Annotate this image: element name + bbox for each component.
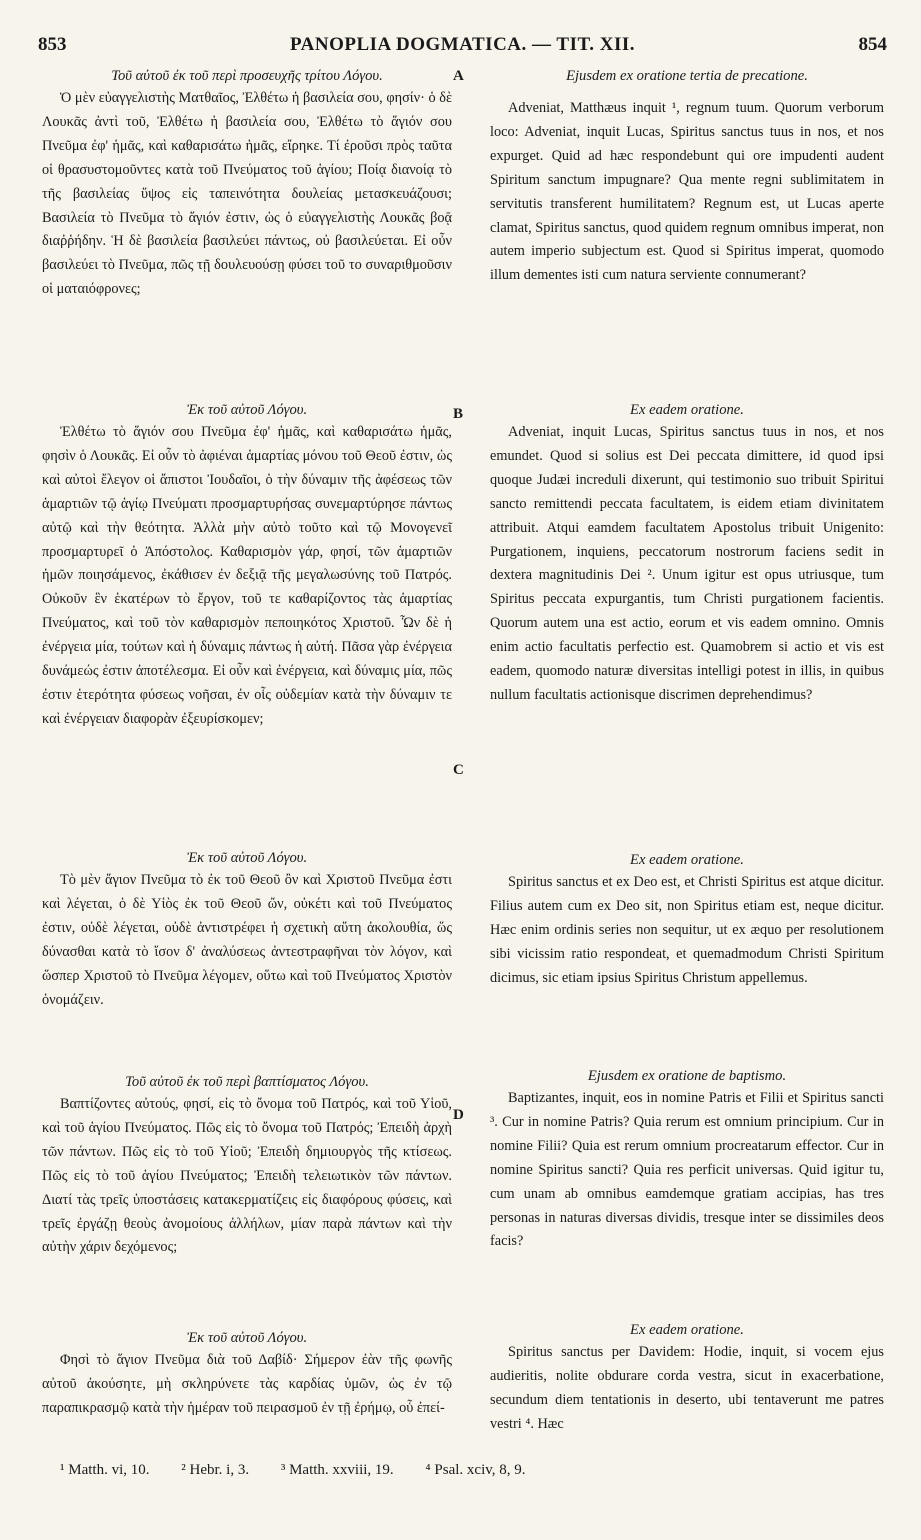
section-heading: Ejusdem ex oratione tertia de precatione. — [566, 68, 808, 84]
section-text: Adveniat, inquit Lucas, Spiritus sanctus tuus in nos, et nos emundet. Quod si solius est Dei peccata dimittere, id quod ipsi quoque Judæi increduli dixerunt, qui testimonio suo tribuit Spiritui sancto remittendi peccata facultatem, is eidem etiam divinitatem attribuit. Atqui eamdem facultatem Apostolus tribuit Unigenito: Purgationem, inquiens, peccatorum nostrorum faciens sedit in dextera magnitudinis Dei ². Unum igitur est opus utriusque, tum Spiritus peccata expurgantis, tum Christi purgationem facientis. Quorum autem una est actio, eorum et vis eadem omnino. Omnis enim actio facultatis perfectio est. Quamobrem si actio et vis est eadem, quomodo naturæ diversitas intelligi potest in illis, in quibus nullum facultatis actionisque discrimen deprehendimus? — [490, 424, 884, 703]
section-text: Φησὶ τὸ ἅγιον Πνεῦμα διὰ τοῦ Δαβίδ· Σήμερον ἐὰν τῆς φωνῆς αὐτοῦ ἀκούσητε, μὴ σκληρύνετε τὰς καρδίας ὑμῶν, ὡς ἐν τῷ παραπικρασμῷ κατὰ τὴν ἡμέραν τοῦ πειρασμοῦ ἐν τῇ ἐρήμῳ, οὗ ἐπεί- — [42, 1352, 452, 1416]
section-heading: Τοῦ αὐτοῦ ἐκ τοῦ περὶ προσευχῆς τρίτου Λόγου. — [111, 68, 383, 84]
section-heading: Ex eadem oratione. — [630, 852, 744, 868]
footnote-1: ¹ Matth. vi, 10. — [60, 1462, 150, 1478]
greek-section-2 — [42, 400, 452, 732]
footnote-2: ² Hebr. i, 3. — [181, 1462, 250, 1478]
section-heading: Ex eadem oratione. — [630, 402, 744, 418]
margin-letter-c: C — [453, 762, 464, 778]
section-heading: Ejusdem ex oratione de baptismo. — [587, 1068, 787, 1084]
footnote-4: ⁴ Psal. xciv, 8, 9. — [425, 1462, 526, 1478]
section-text: Baptizantes, inquit, eos in nomine Patris et Filii et Spiritus sancti ³. Cur in nomine Patris? Quia rerum est omnium principium. Cur in nomine Filii? Quia est rerum omnium procreatarum effector. Cur in nomine Spiritus sancti? Quia res perficit universas. Quid igitur tu, cum unam ab omnibus eamdemque gratiam accipias, has tres personas in naturas diversas dividis, tresque inter se dissimiles deos facis? — [490, 1090, 884, 1250]
latin-section-3 — [490, 850, 884, 991]
footnote-3: ³ Matth. xxviii, 19. — [280, 1462, 394, 1478]
section-heading: Ἐκ τοῦ αὐτοῦ Λόγου. — [186, 850, 308, 866]
page-number-right: 854 — [858, 34, 887, 55]
footnotes — [60, 1462, 861, 1479]
latin-section-2 — [490, 400, 884, 708]
section-text: Τὸ μὲν ἅγιον Πνεῦμα τὸ ἐκ τοῦ Θεοῦ ὂν καὶ Χριστοῦ Πνεῦμα ἐστι καὶ λέγεται, ὁ δὲ Υἱὸς ἐκ τοῦ Θεοῦ ὤν, οὐκέτι καὶ τοῦ Πνεύματος ἐστιν, οὐδὲ λέγεται, οὐδὲ ἀντιστρέφει ἡ σχετικὴ αὕτη ἀκολουθία, ὥς δύνασθαι κατὰ τὸ ἴσον δ' ἀναλύσεως ἀντεστραφῆναι τὸν λόγον, καὶ ὥσπερ Χριστοῦ τὸ Πνεῦμα λέγομεν, οὕτω καὶ τοῦ Πνεύματος Χριστὸν ὀνομάζειν. — [42, 872, 452, 1008]
page-header — [38, 34, 887, 62]
greek-section-4 — [42, 1072, 452, 1260]
latin-section-5 — [490, 1320, 884, 1437]
section-text: Βαπτίζοντες αὐτούς, φησί, εἰς τὸ ὄνομα τοῦ Πατρός, καὶ τοῦ Υἱοῦ, καὶ τοῦ ἁγίου Πνεύματος. Πῶς εἰς τὸ ὄνομα τοῦ Πατρός; Ἐπειδὴ ἀρχὴ τῶν πάντων. Πῶς εἰς τὸ τοῦ Υἱοῦ; Ἐπειδὴ δημιουργὸς τῆς κτίσεως. Πῶς εἰς τὸ τοῦ ἁγίου Πνεύματος; Ἐπειδὴ τελειωτικὸν τῶν πάντων. Διατί τὰς τρεῖς ὑποστάσεις κατακερματίζεις εἰς διαφόρους φύσεις, καὶ τρεῖς ἐργάζῃ θεοὺς ἀνομοίους ἀλλήλων, μίαν παρὰ πάντων καὶ τὴν αὐτὴν χάριν δεχόμενος; — [42, 1096, 452, 1256]
greek-section-5 — [42, 1328, 452, 1421]
section-text: Adveniat, Matthæus inquit ¹, regnum tuum. Quorum verborum loco: Adveniat, inquit Lucas, Spiritus sanctus tuus in nos, et nos expurget. Quid ad hæc respondebunt qui ore impudenti audent Spiritum sanctum impugnare? Qua mente regni sublimitatem in servitutis transferent humilitatem? Regnum est, ut Lucas aperte clamat, Spiritus sanctus, quod quidem regnum omnibus imperat, non autem imperio subjectum est. Quod si Spiritus imperat, quomodo illum dementes isti cum natura serviente connumerant? — [490, 100, 884, 284]
section-text: Ἐλθέτω τὸ ἅγιόν σου Πνεῦμα ἐφ' ἡμᾶς, καὶ καθαρισάτω ἡμᾶς, φησὶν ὁ Λουκᾶς. Εἰ οὖν τὸ ἀφιέναι ἁμαρτίας μόνου τοῦ Θεοῦ ἐστιν, ὡς καὶ αὐτοὶ ἔλεγον οἱ ἄπιστοι Ἰουδαῖοι, ὁ τὴν δύναμιν τῆς ἀφέσεως τῶν ἁμαρτιῶν τῷ ἁγίῳ Πνεύματι προσμαρτυρήσας συνεμαρτύρησε πάντως αὐτῷ καὶ τὴν θεότητα. Ἀλλὰ μὴν αὐτὸ τοῦτο καὶ τῷ Μονογενεῖ προσμαρτυρεῖ ὁ Ἀπόστολος. Καθαρισμὸν γάρ, φησί, τῶν ἁμαρτιῶν ἡμῶν ποιησάμενος, ἐκάθισεν ἐν δεξιᾷ τῆς μεγαλωσύνης τοῦ Πατρός. Οὐκοῦν ἓν ἑκατέρων τὸ ἔργον, τοῦ τε καθαρίζοντος τὰς ἁμαρτίας Πνεύματος, καὶ τοῦ τὸν καθαρισμὸν πεποιηκότος Χριστοῦ. Ὧν δὲ ἡ ἐνέργεια μία, τούτων καὶ ἡ δύναμις πάντως ἡ αὐτή. Πᾶσα γὰρ ἐνέργεια δυνάμεώς ἐστιν ἀποτέλεσμα. Εἰ οὖν καὶ ἐνέργεια, καὶ δύναμις μία, πῶς ἐστιν ἑτερότητα φύσεως νοῆσαι, ἐν οἷς οὐδεμίαν κατὰ τὴν δύναμιν τε καὶ ἐνέργειαν διαφορὰν ἐξευρίσκομεν; — [42, 424, 452, 727]
section-heading: Ex eadem oratione. — [630, 1322, 744, 1338]
margin-letter-b: B — [453, 406, 464, 422]
section-heading: Τοῦ αὐτοῦ ἐκ τοῦ περὶ βαπτίσματος Λόγου. — [125, 1074, 369, 1090]
page-number-left: 853 — [38, 34, 67, 55]
greek-section-1 — [42, 66, 452, 302]
running-title: PANOPLIA DOGMATICA. — TIT. XII. — [289, 34, 636, 55]
latin-section-1 — [490, 66, 884, 288]
section-text: Ὁ μὲν εὐαγγελιστὴς Ματθαῖος, Ἐλθέτω ἡ βασιλεία σου, φησίν· ὁ δὲ Λουκᾶς ἀντὶ τοῦ, Ἐλθέτω ἡ βασιλεία σου, Ἐλθέτω τὸ ἅγιόν σου Πνεῦμα ἐφ' ἡμᾶς, καὶ καθαρισάτω ἡμᾶς, εἴρηκε. Τί ἐροῦσι πρὸς ταῦτα οἱ θρασυστομοῦντες κατὰ τοῦ Πνεύματος τοῦ ἁγίου; Ποίᾳ διανοίᾳ τὸ τῆς βασιλείας ὕψος εἰς ταπεινότητα δουλείας μετασκευάζουσι; Βασιλεία τὸ Πνεῦμα τὸ ἅγιόν ἐστιν, ὡς ὁ εὐαγγελιστὴς Λουκᾶς βοᾷ διαῤῥήδην. Ἡ δὲ βασιλεία βασιλεύει πάντως, οὐ βασιλεύεται. Εἰ οὖν βασιλεύει τὸ Πνεῦμα, πῶς τῇ δουλευούσῃ φύσει τοῦ το συναριθμοῦσιν οἱ ματαιόφρονες; — [42, 90, 452, 298]
margin-letter-a: A — [453, 68, 464, 84]
greek-section-3 — [42, 848, 452, 1012]
latin-section-4 — [490, 1066, 884, 1254]
section-text: Spiritus sanctus et ex Deo est, et Christi Spiritus est atque dicitur. Filius autem cum ex Deo sit, non Spiritus etiam est, neque dicitur. Hæc enim ordinis series non sequitur, ut ex æquo per resolutionem sibi vicissim ratio respondeat, et quemadmodum Christi Spiritum dicimus, sic etiam ipsius Spiritus Christum appellemus. — [490, 874, 884, 986]
section-text: Spiritus sanctus per Davidem: Hodie, inquit, si vocem ejus audieritis, nolite obdurare corda vestra, sicut in exacerbatione, secundum diem tentationis in deserto, ubi tentaverunt me patres vestri ⁴. Hæc — [490, 1344, 884, 1432]
margin-letter-d: D — [453, 1107, 464, 1123]
section-heading: Ἐκ τοῦ αὐτοῦ Λόγου. — [186, 1330, 308, 1346]
section-heading: Ἐκ τοῦ αὐτοῦ Λόγου. — [186, 402, 308, 418]
